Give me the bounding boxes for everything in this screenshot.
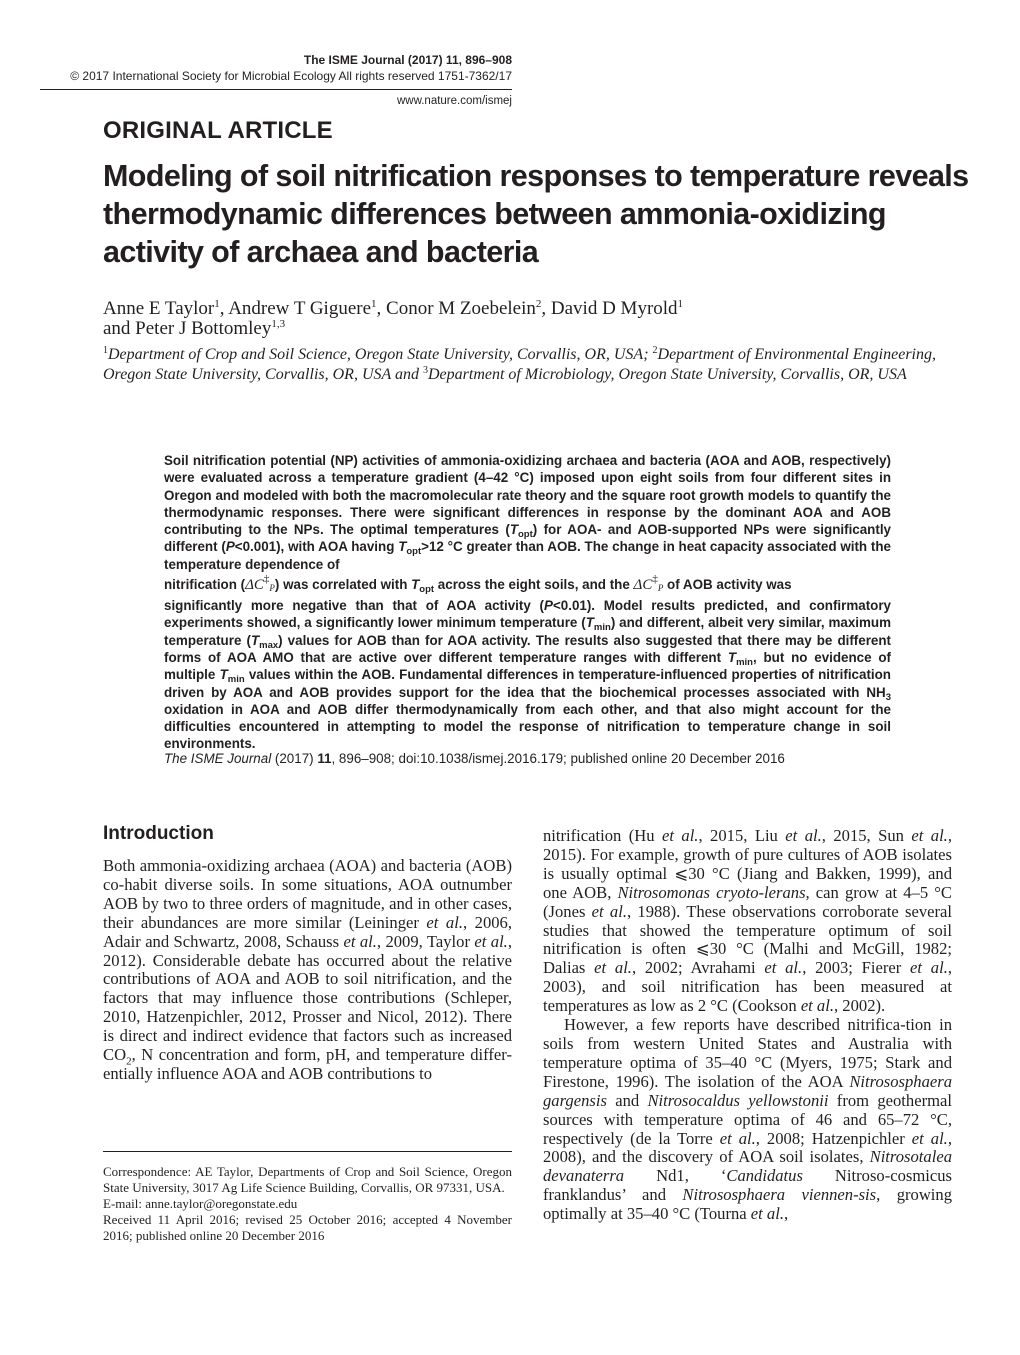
article-type-label: ORIGINAL ARTICLE	[103, 117, 333, 144]
correspondence-email[interactable]: E-mail: anne.taylor@oregonstate.edu	[103, 1196, 298, 1212]
article-citation: The ISME Journal (2017) 11, 896–908; doi:10.1038/ismej.2016.179; published online 20 December 2016	[164, 751, 785, 766]
author-name: Anne E Taylor	[103, 298, 215, 319]
affiliation: Department of Environmental Engineering, Oregon State University, Corvallis, OR, USA and	[103, 346, 936, 383]
body-paragraph: nitrification (Hu et al., 2015, Liu et al., 2015, Sun et al., 2015). For example, growth of pure cultures of AOB isolates is usually optimal ⩽30 °C (Jiang and Bakken, 1999), and one AOB, Nitrosomonas cryoto-lerans, can grow at 4–5 °C (Jones et al., 1988). These observations corroborate several studies that showed the temperature optimum of soil nitrification is often ⩽30 °C (Malhi and McGill, 1982; Dalias et al., 2002; Avrahami et al., 2003; Fierer et al., 2003), and soil nitrification has been measured at temperatures as low as 2 °C (Cookson et al., 2002).	[543, 826, 952, 1016]
body-column-right	[543, 827, 952, 1224]
affiliation: Department of Microbiology, Oregon State University, Corvallis, OR, USA	[427, 366, 907, 383]
heat-capacity-symbol: ΔC‡P	[245, 573, 275, 594]
author-name: David D Myrold	[550, 298, 678, 319]
author-affiliation-mark: 1	[371, 298, 377, 310]
correspondence-footnote	[103, 1164, 512, 1244]
journal-url-link[interactable]: www.nature.com/ismej	[396, 95, 512, 107]
author-affiliation-mark: 1,3	[271, 318, 286, 330]
correspondence-address: Correspondence: AE Taylor, Departments of Crop and Soil Science, Oregon State University, 3017 Ag Life Science Building, Corvallis, OR 97331, USA.	[103, 1164, 512, 1196]
author-name: Conor M Zoebelein	[386, 298, 536, 319]
author-name: and Peter J Bottomley	[103, 318, 272, 339]
author-list: Anne E Taylor$^1$, Andrew T Giguere$^1$, Conor M Zoebelein$^2$, David D Myrold$^1$ and Peter J Bottomley$^{1,3}$	[103, 298, 684, 339]
body-paragraph: However, a few reports have described nitrifica-tion in soils from western United States and Australia with temperature optima of 35–40 °C (Myers, 1975; Stark and Firestone, 1996). The isolation of the AOA Nitrososphaera gargensis and Nitrosocaldus yellowstonii from geothermal sources with temperature optima of 46 and 65–72 °C, respectively (de la Torre et al., 2008; Hatzenpichler et al., 2008), and the discovery of AOA soil isolates, Nitrosotalea devanaterra Nd1, ‘Candidatus Nitroso-cosmicus franklandus’ and Nitrososphaera viennen-sis, growing optimally at 35–40 °C (Tourna et al.,	[543, 1015, 953, 1224]
journal-citation-line: The ISME Journal (2017) 11, 896–908	[303, 53, 512, 67]
author-name: Andrew T Giguere	[228, 298, 372, 319]
author-affiliation-mark: 2	[535, 298, 542, 310]
footnote-divider	[103, 1151, 512, 1152]
affiliation-list	[103, 345, 963, 385]
author-affiliation-mark: 1	[214, 298, 220, 310]
header-divider	[40, 89, 512, 90]
affiliation: Department of Crop and Soil Science, Oregon State University, Corvallis, OR, USA;	[108, 346, 649, 363]
body-column-left	[103, 857, 512, 1084]
heat-capacity-symbol: ΔC‡P	[633, 573, 664, 594]
submission-dates: Received 11 April 2016; revised 25 October 2016; accepted 4 November 2016; published online 20 December 2016	[103, 1212, 512, 1244]
abstract: Soil nitrification potential (NP) activities of ammonia-oxidizing archaea and bacteria (AOA and AOB, respectively) were evaluated across a temperature gradient (4–42 °C) imposed upon eight soils from four different sites in Oregon and modeled with both the macromolecular rate theory and the square root growth models to quantify the thermodynamic responses. There were significant differences in response by the dominant AOA and AOB contributing to the NPs. The optimal temperatures $(T_{opt})$ for AOA- and AOB-supported NPs were significantly different (P<0.001), with AOA having $T_{opt}>12$ °C greater than AOB. The change in heat capacity associated with the temperature dependence of nitrification (ΔC‡P) was correlated with $T_{opt}$ across the eight soils, and the ΔC‡P of AOB activity was significantly more negative than that of AOA activity (P<0.01). Model results predicted, and confirmatory experiments showed, a significantly lower minimum temperature $(T_{min})$ and different, albeit very similar, maximum temperature $(T_{max})$ values for AOB than for AOA activity. The results also suggested that there may be different forms of AOA AMO that are active over different temperature ranges with different $T_{min}$, but no evidence of multiple $T_{min}$ values within the AOB. Fundamental differences in temperature-influenced properties of nitrification driven by AOA and AOB provides support for the idea that the biochemical processes associated with $NH_3$ oxidation in AOA and AOB differ thermodynamically from each other, and that also might account for the difficulties encountered in attempting to model the response of nitrification to temperature change in soil environments.	[164, 453, 892, 752]
body-paragraph: Both ammonia-oxidizing archaea (AOA) and bacteria (AOB) co-habit diverse soils. In some situations, AOA outnumber AOB by two to three orders of magnitude, and in other cases, their abundances are more similar (Leininger et al., 2006, Adair and Schwartz, 2008, Schauss et al., 2009, Taylor et al., 2012). Considerable debate has occurred about the relative contributions of AOA and AOB to soil nitrification, and the factors that may influence those contributions (Schleper, 2010, Hatzenpichler, 2012, Prosser and Nicol, 2012). There is direct and indirect evidence that factors such as increased $CO_2$, N concentration and form, pH, and temperature differ-entially influence AOA and AOB contributions to	[103, 856, 512, 1083]
journal-header	[40, 52, 512, 84]
section-heading-introduction: Introduction	[103, 823, 214, 844]
affiliation-mark: 3	[422, 365, 428, 376]
copyright-line: © 2017 International Society for Microbial Ecology All rights reserved 1751-7362/17	[70, 69, 512, 83]
affiliation-mark: 1	[103, 345, 108, 356]
affiliation-mark: 2	[652, 345, 658, 356]
article-title: Modeling of soil nitrification responses to temperature reveals thermodynamic differences between ammonia-oxidizing activity of archaea and bacteria	[103, 159, 969, 269]
author-affiliation-mark: 1	[677, 298, 684, 310]
